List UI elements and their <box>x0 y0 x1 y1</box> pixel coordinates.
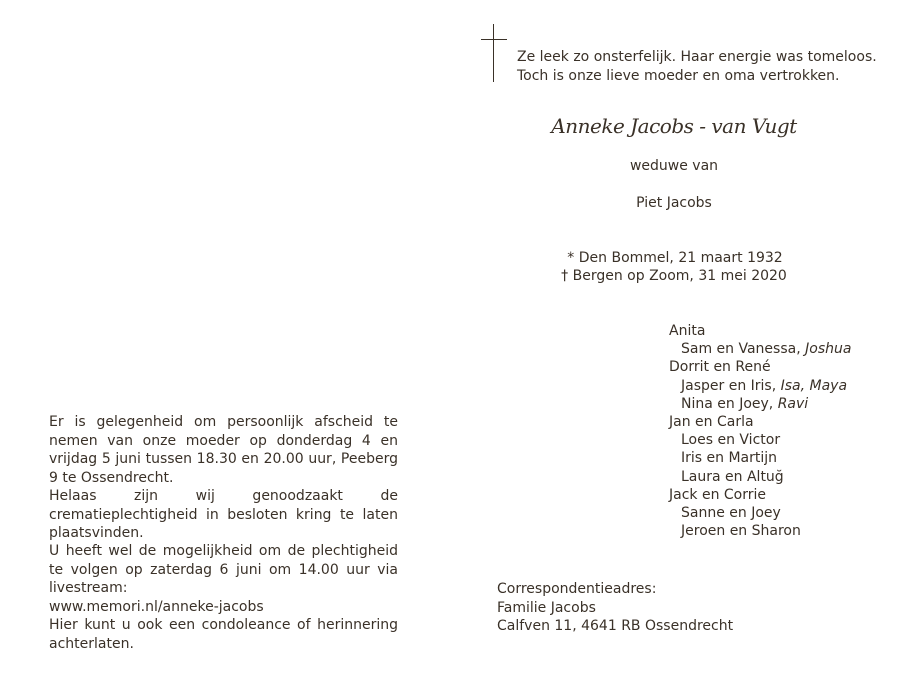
family-list <box>669 322 851 540</box>
cremation-text: Helaas zijn wij genoodzaakt de crematieplechtigheid in besloten kring te laten plaatsvinden. <box>49 488 398 541</box>
cremation-paragraph <box>49 487 398 543</box>
farewell-text: Er is gelegenheid om persoonlijk afscheid te nemen van onze moeder op donderdag 4 en vrijdag 5 juni tussen 18.30 en 20.00 uur, Peeberg 9 te Ossendrecht. <box>49 414 398 486</box>
livestream-paragraph <box>49 542 398 653</box>
family-grandchild: Sanne en Joey <box>681 504 781 521</box>
family-grandchild: Sam en Vanessa, Joshua <box>681 341 852 358</box>
family-grandchild: Iris en Martijn <box>681 450 778 467</box>
cross-icon <box>493 24 494 82</box>
family-parent: Anita <box>669 323 706 339</box>
birth-line: * Den Bommel, 21 maart 1932 <box>567 250 783 266</box>
poem-line-2: Toch is onze lieve moeder en oma vertrokken. <box>517 67 840 84</box>
family-parent: Jack en Corrie <box>669 486 767 503</box>
great-grandchild: Ravi <box>777 395 809 412</box>
livestream-url[interactable]: www.memori.nl/anneke-jacobs <box>49 598 264 615</box>
livestream-text: U heeft wel de mogelijkheid om de plechtigheid te volgen op zaterdag 6 juni om 14.00 uur via livestream: <box>49 543 398 596</box>
correspondence-block <box>497 580 733 636</box>
deceased-name: Anneke Jacobs - van Vugt <box>551 114 797 138</box>
family-grandchild: Jeroen en Sharon <box>681 523 801 540</box>
poem-line-1: Ze leek zo onsterfelijk. Haar energie was tomeloos. <box>517 49 877 65</box>
relation-text: weduwe van <box>629 158 719 174</box>
condolence-text: Hier kunt u ook een condoleance of herinnering achterlaten. <box>49 617 398 652</box>
family-grandchild: Laura en Altuğ <box>681 468 784 485</box>
family-grandchild: Nina en Joey, Ravi <box>681 395 809 412</box>
correspondence-address: Calfven 11, 4641 RB Ossendrecht <box>497 618 734 634</box>
poem <box>517 48 877 85</box>
family-grandchild: Loes en Victor <box>681 432 781 449</box>
family-grandchild: Jasper en Iris, Isa, Maya <box>681 377 848 394</box>
family-parent: Jan en Carla <box>669 413 754 430</box>
cross-icon-bar <box>481 39 507 40</box>
correspondence-heading: Correspondentieadres: <box>497 581 657 597</box>
correspondence-name: Familie Jacobs <box>497 599 596 616</box>
spouse-name: Piet Jacobs <box>636 195 712 211</box>
family-parent: Dorrit en René <box>669 359 771 376</box>
death-line: † Bergen op Zoom, 31 mei 2020 <box>561 268 787 284</box>
farewell-paragraph <box>49 413 398 487</box>
great-grandchild: Joshua <box>805 341 852 358</box>
great-grandchild: Isa, Maya <box>780 377 848 394</box>
